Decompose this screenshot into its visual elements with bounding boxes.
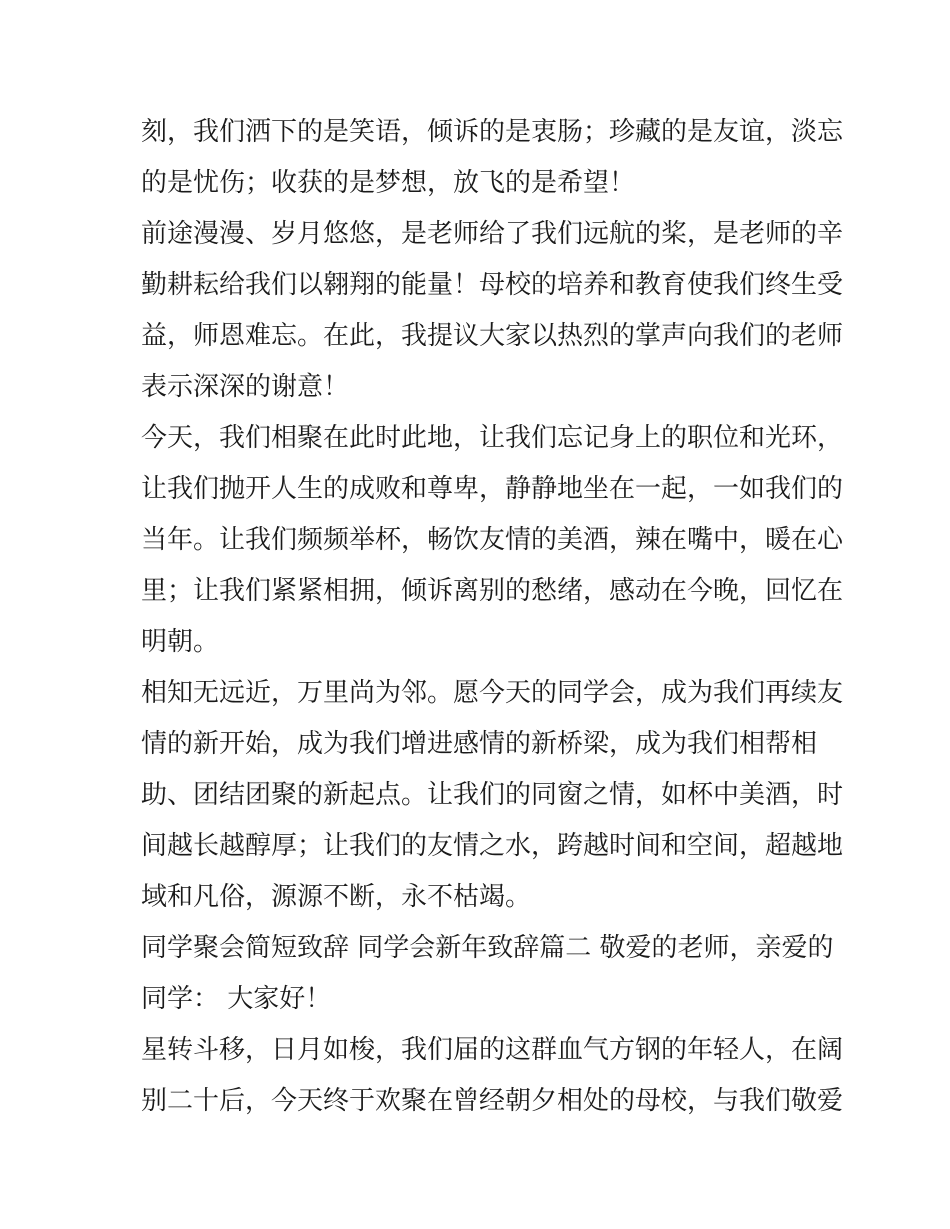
text-line: 刻，我们洒下的是笑语，倾诉的是衷肠；珍藏的是友谊，淡忘 xyxy=(141,117,844,147)
text-line: 表示深深的谢意！ xyxy=(141,372,350,402)
text-line: 相知无远近，万里尚为邻。愿今天的同学会，成为我们再续友 xyxy=(141,678,844,708)
text-line: 情的新开始，成为我们增进感情的新桥梁，成为我们相帮相 xyxy=(141,729,818,759)
text-line: 助、团结团聚的新起点。让我们的同窗之情，如杯中美酒，时 xyxy=(141,780,844,810)
text-line: 同学聚会简短致辞 同学会新年致辞篇二 敬爱的老师，亲爱的 xyxy=(141,933,834,963)
text-line: 同学： 大家好！ xyxy=(141,984,332,1014)
text-line: 当年。让我们频频举杯，畅饮友情的美酒，辣在嘴中，暖在心 xyxy=(141,525,844,555)
text-line: 的是忧伤；收获的是梦想，放飞的是希望！ xyxy=(141,168,636,198)
text-line: 别二十后，今天终于欢聚在曾经朝夕相处的母校，与我们敬爱 xyxy=(141,1086,844,1116)
text-line: 明朝。 xyxy=(141,627,220,657)
text-line: 间越长越醇厚；让我们的友情之水，跨越时间和空间，超越地 xyxy=(141,831,844,861)
document-body xyxy=(141,107,844,1127)
text-line: 星转斗移，日月如梭，我们届的这群血气方钢的年轻人，在阔 xyxy=(141,1035,844,1065)
text-line: 益，师恩难忘。在此，我提议大家以热烈的掌声向我们的老师 xyxy=(141,321,844,351)
text-line: 前途漫漫、岁月悠悠，是老师给了我们远航的桨，是老师的辛 xyxy=(141,219,844,249)
text-line: 勤耕耘给我们以翱翔的能量！母校的培养和教育使我们终生受 xyxy=(141,270,844,300)
text-line: 今天，我们相聚在此时此地，让我们忘记身上的职位和光环， xyxy=(141,423,844,453)
text-line: 域和凡俗，源源不断，永不枯竭。 xyxy=(141,882,532,912)
text-line: 让我们抛开人生的成败和尊卑，静静地坐在一起，一如我们的 xyxy=(141,474,844,504)
text-line: 里；让我们紧紧相拥，倾诉离别的愁绪，感动在今晚，回忆在 xyxy=(141,576,844,606)
